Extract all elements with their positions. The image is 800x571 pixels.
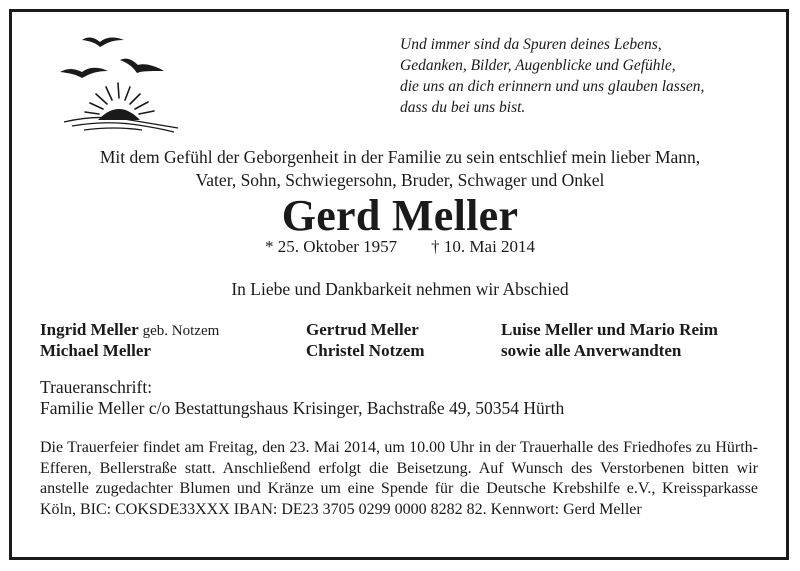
mourning-address [40,377,564,419]
mourner-name: Gertrud Meller [306,320,419,339]
mourner-name: Michael Meller [40,341,151,360]
poem [400,34,780,118]
intro-text [0,146,800,192]
maiden-name-note: geb. Notzem [142,323,220,339]
poem-line: Gedanken, Bilder, Augenblicke und Gefühle, [400,57,676,74]
death-date: † 10. Mai 2014 [431,237,536,256]
mourner-name: Ingrid Meller geb. Notzem [40,320,220,339]
address-label: Traueranschrift: [40,377,153,397]
birth-date: * 25. Oktober 1957 [264,237,398,256]
mourner-name: Luise Meller und Mario Reim [501,320,718,339]
intro-line: Vater, Sohn, Schwiegersohn, Bruder, Schwager und Onkel [195,170,605,190]
deceased-name: Gerd Meller [281,191,519,240]
birds-sunset-icon [58,30,180,140]
poem-line: dass du bei uns bist. [400,99,526,116]
mourner-name: sowie alle Anverwandten [501,341,682,360]
poem-line: Und immer sind da Spuren deines Lebens, [400,36,662,53]
ceremony-text: Die Trauerfeier findet am Freitag, den 23. Mai 2014, um 10.00 Uhr in der Trauerhalle des Friedhofes zu Hürth-Efferen, Bellerstraße statt. Anschließend erfolgt die Beisetzung. Auf Wunsch des Verstorbenen bitten wir anstelle zugedachter Blumen und Kränze um eine Spende für die Deutsche Krebshilfe e.V., Kreissparkasse Köln, BIC: COKSDE33XXX IBAN: DE23 3705 0299 0000 8282 82. Kennwort: Gerd Meller [40,439,758,518]
mourner-name: Christel Notzem [306,341,425,360]
farewell-text: In Liebe und Dankbarkeit nehmen wir Abschied [231,279,569,299]
poem-line: die uns an dich erinnern und uns glauben lassen, [400,78,705,95]
life-dates [0,236,800,258]
address-line: Familie Meller c/o Bestattungshaus Krisinger, Bachstraße 49, 50354 Hürth [40,398,565,418]
intro-line: Mit dem Gefühl der Geborgenheit in der Familie zu sein entschlief mein lieber Mann, [99,147,701,167]
